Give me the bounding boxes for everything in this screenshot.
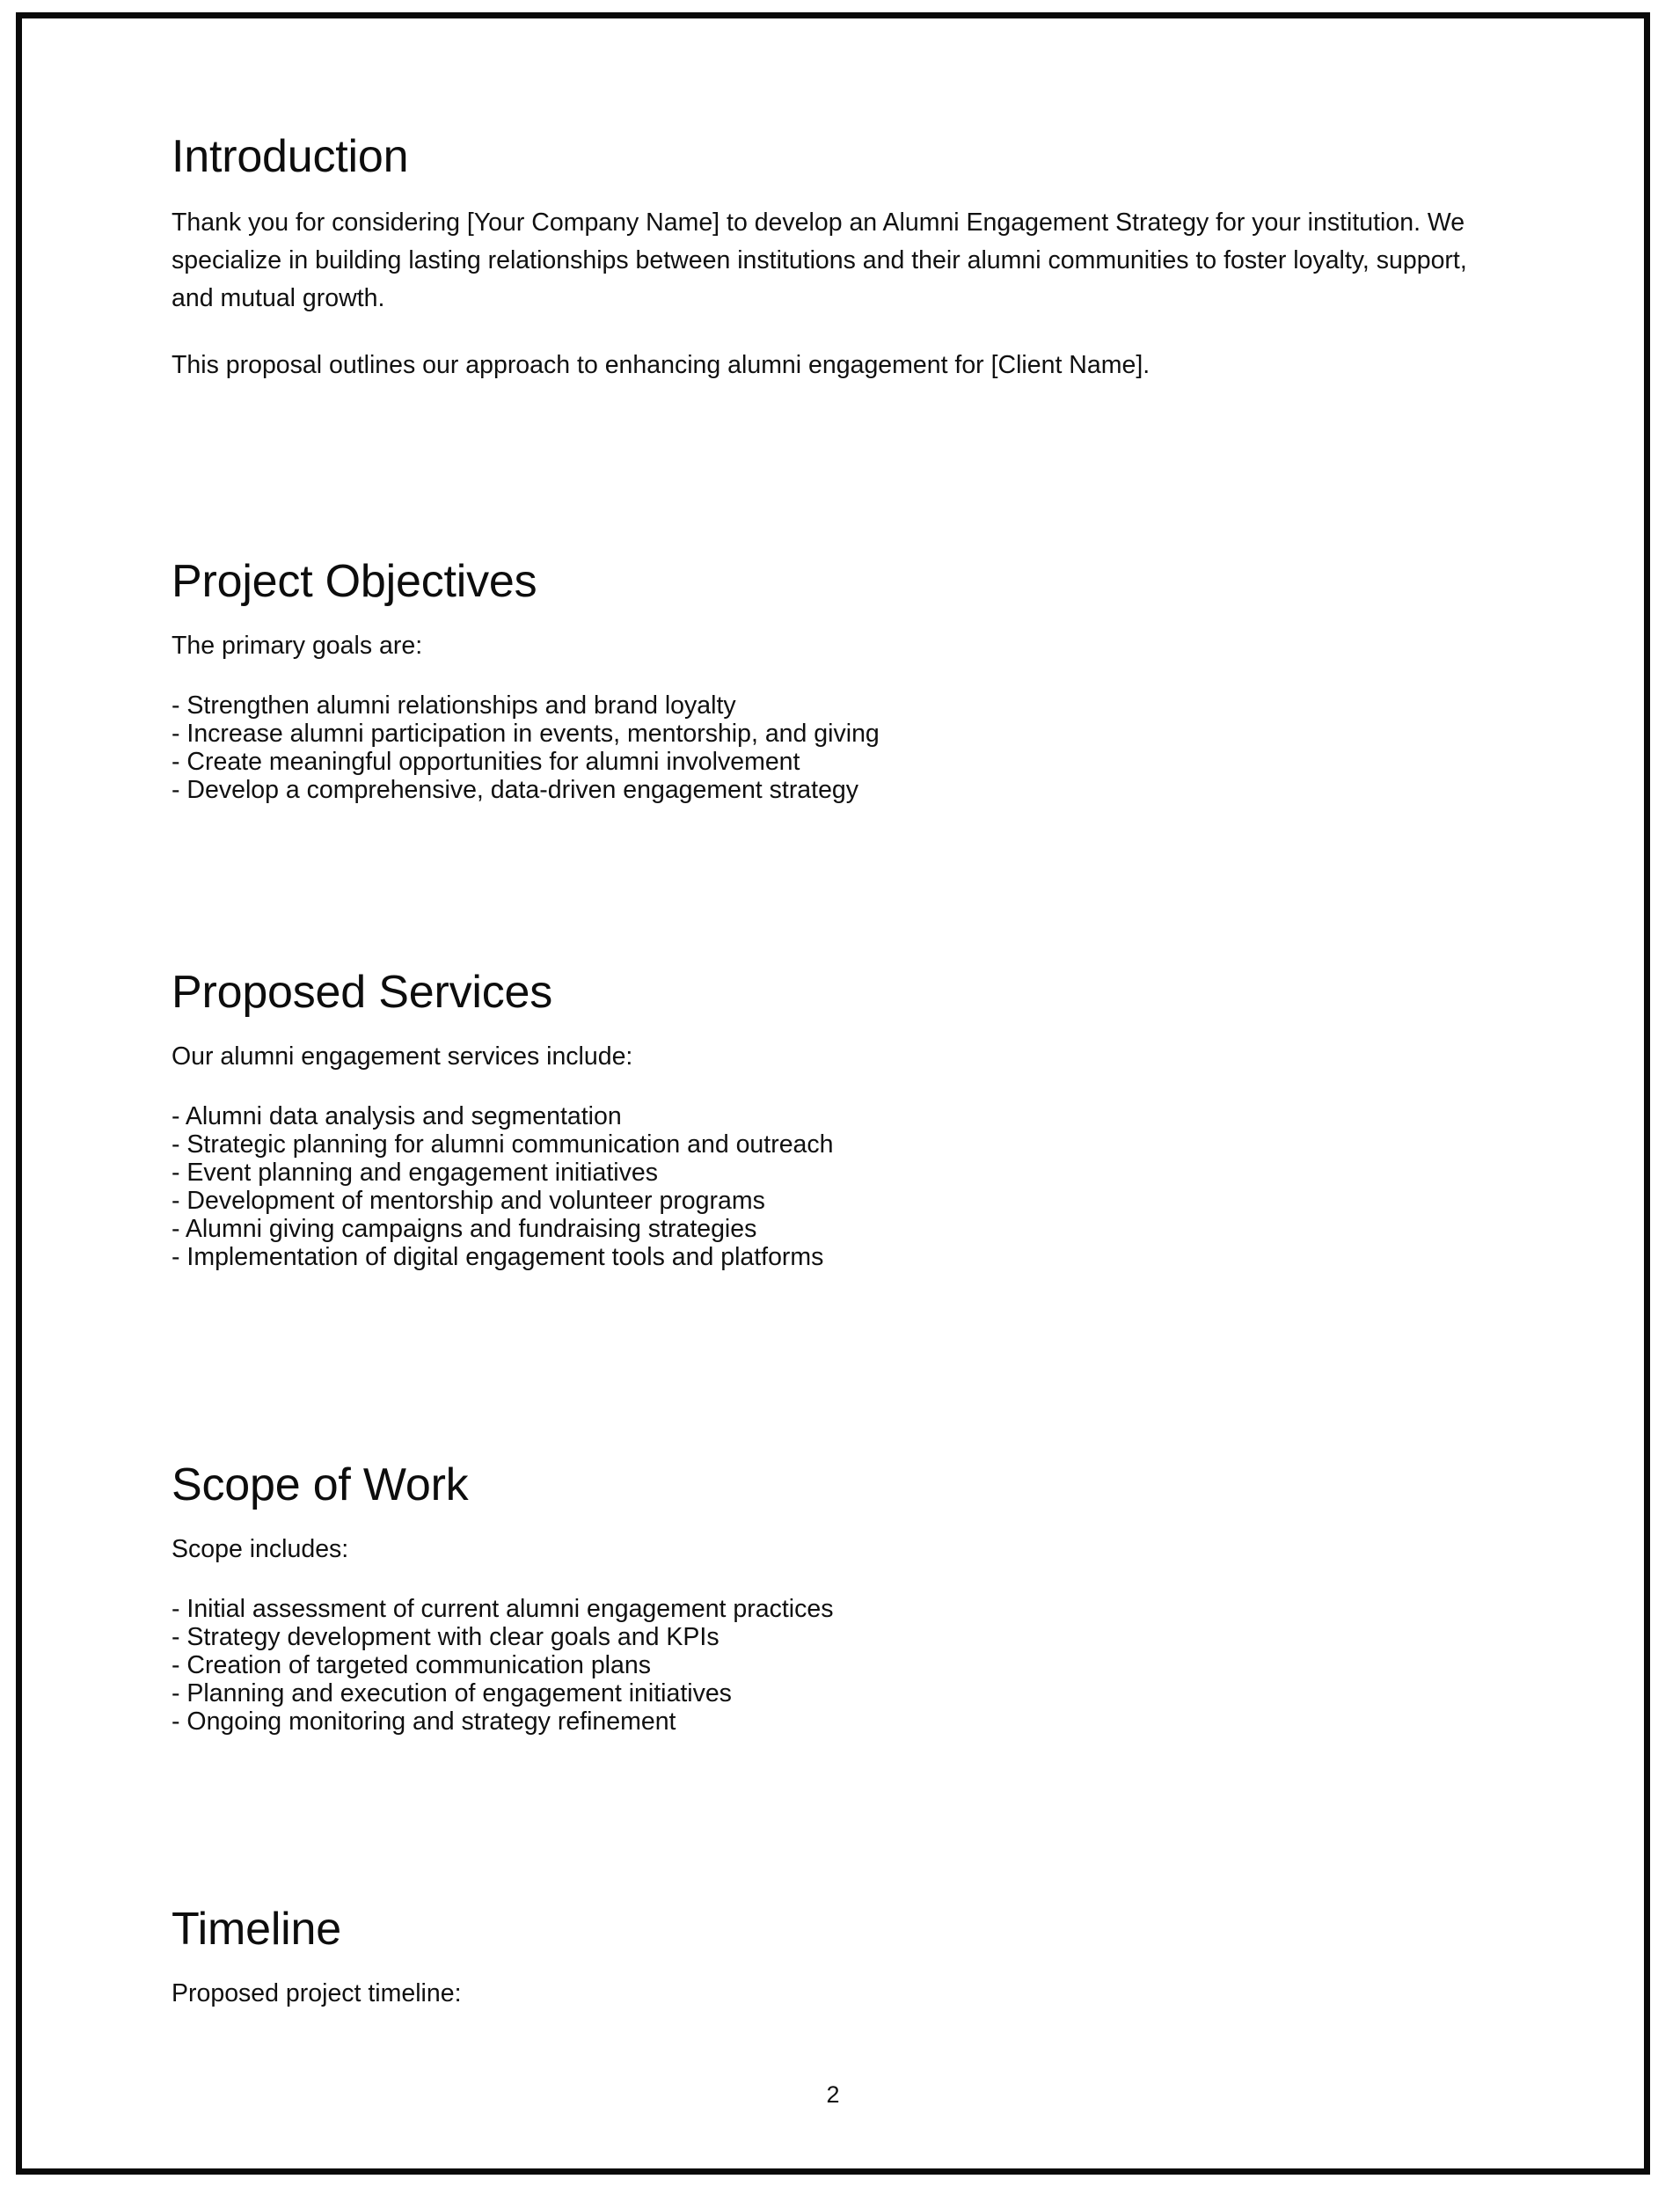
list-item: - Implementation of digital engagement tools and platforms [172,1243,824,1272]
list-item: - Development of mentorship and volunteer programs [172,1187,765,1216]
list-item: - Creation of targeted communication plans [172,1651,651,1680]
list-item: - Alumni giving campaigns and fundraising strategies [172,1215,757,1244]
list-item: - Planning and execution of engagement initiatives [172,1679,732,1708]
list-item: - Event planning and engagement initiatives [172,1159,658,1188]
page-sheet [22,18,1644,2168]
intro-paragraph-2: This proposal outlines our approach to enhancing alumni engagement for [Client Name]. [172,351,1150,380]
section-timeline [172,1905,1508,2013]
list-item: - Create meaningful opportunities for alumni involvement [172,748,800,777]
page-number: 2 [826,2081,840,2108]
page-border-frame [16,12,1650,2175]
heading-proposed-services: Proposed Services [172,967,553,1018]
heading-project-objectives: Project Objectives [172,556,537,607]
list-item: - Alumni data analysis and segmentation [172,1102,622,1131]
list-item: - Increase alumni participation in events, mentorship, and giving [172,720,880,749]
list-item: - Initial assessment of current alumni engagement practices [172,1595,834,1624]
section-project-objectives [172,558,1508,804]
list-item: - Develop a comprehensive, data-driven engagement strategy [172,776,859,805]
section-scope-of-work [172,1461,1508,1736]
list-item: - Ongoing monitoring and strategy refinement [172,1707,676,1737]
timeline-intro: Proposed project timeline: [172,1979,462,2008]
document-content [172,18,1508,2168]
list-item: - Strategic planning for alumni communication and outreach [172,1130,834,1159]
proposed-services-list [172,1102,1508,1271]
scope-of-work-intro: Scope includes: [172,1535,349,1564]
intro-paragraph-1: Thank you for considering [Your Company Name] to develop an Alumni Engagement Strategy for your institution. We specialize in building lasting relationships between institutions and their alumni communities to foster loyalty, support, and mutual growth. [172,208,1467,313]
heading-timeline: Timeline [172,1904,341,1955]
section-proposed-services [172,969,1508,1271]
proposed-services-intro: Our alumni engagement services include: [172,1042,633,1071]
list-item: - Strategy development with clear goals and KPIs [172,1623,719,1652]
project-objectives-intro: The primary goals are: [172,632,423,661]
heading-introduction: Introduction [172,131,409,182]
project-objectives-list [172,691,1508,804]
heading-scope-of-work: Scope of Work [172,1459,469,1510]
scope-of-work-list [172,1595,1508,1736]
section-introduction [172,133,1508,384]
list-item: - Strengthen alumni relationships and brand loyalty [172,691,736,720]
